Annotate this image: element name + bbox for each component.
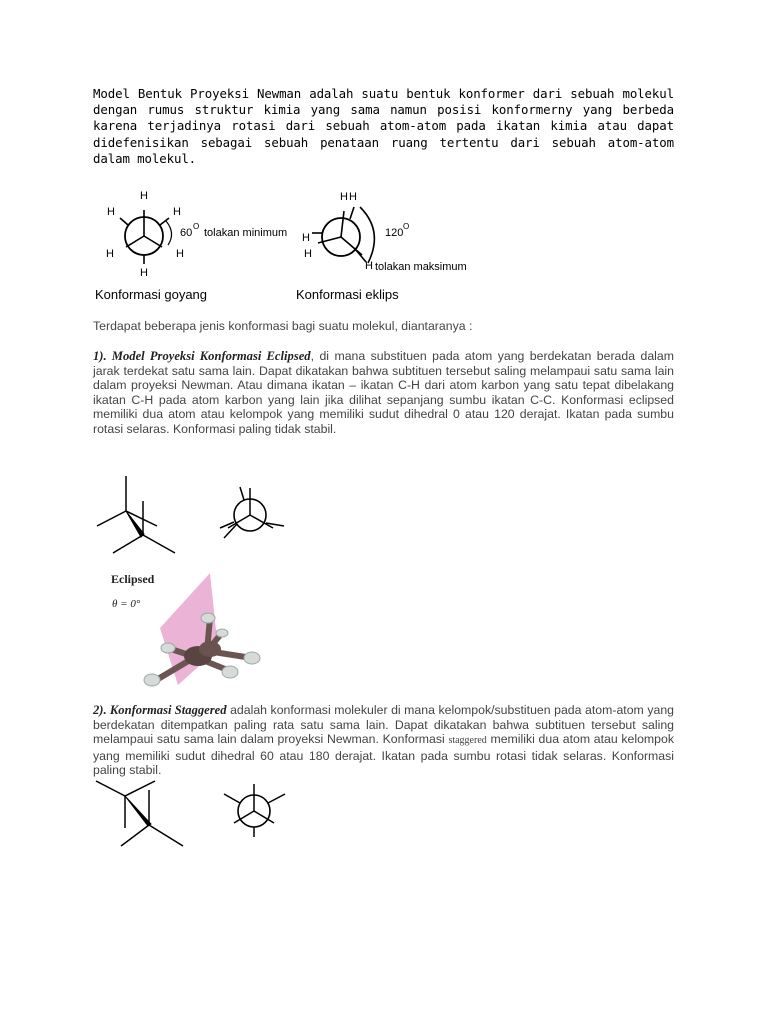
lead-text: Terdapat beberapa jenis konformasi bagi suatu molekul, diantaranya : [93, 319, 473, 333]
konformasi-eklips-label: Konformasi eklips [296, 287, 399, 302]
eclipsed-3d-model-image [140, 573, 265, 688]
h-label: H [349, 191, 357, 203]
h-label: H [365, 260, 373, 272]
section-staggered-heading: 2). Konformasi Staggered [93, 703, 227, 717]
eclipsed-newman-diagram [215, 484, 290, 549]
angle-60-label: 60 [180, 227, 193, 239]
h-label: H [173, 206, 181, 218]
section-staggered-body-b: memiliki dua atom atau kelompok yang memiliki sudut dihedral 60 atau 180 derajat. Ikatan pada sumbu rotasi tidak selaras. Konformasi paling stabil. [93, 732, 674, 778]
h-label: H [140, 190, 148, 202]
degree-label: O [403, 222, 410, 231]
section-staggered-paragraph [93, 703, 674, 778]
section-staggered-body-a: adalah konformasi molekuler di mana kelompok/substituen pada atom-atom yang berdekatan ditempatkan paling rata satu sama lain. Dapat dikatakan bahwa subtituen tersebut saling melampaui satu sama lain dalam proyeksi Newman. Konformasi [93, 703, 674, 747]
h-label: H [107, 206, 115, 218]
staggered-term: staggered [448, 735, 487, 747]
section-eclipsed-body: , di mana substituen pada atom yang berdekatan berada dalam jarak terdekat satu sama lain. Dapat dikatakan bahwa subtituen tersebut saling melampaui satu sama lain dalam proyeksi Newman. Atau dimana ikatan – ikatan C-H dari atom karbon yang satu tepat dibelakang ikatan C-H pada atom karbon yang lain jika dilihat sepanjang sumbu ikatan C-C. Konformasi eclipsed memiliki dua atom atau kelompok yang memiliki sudut dihedral 0 atau 120 derajat. Ikatan pada sumbu rotasi selaras. Konformasi paling tidak stabil. [93, 349, 674, 436]
intro-paragraph: Model Bentuk Proyeksi Newman adalah suatu bentuk konformer dari sebuah molekul dengan rumus struktur kimia yang sama namun posisi konformerny yang berbeda karena terjadinya rotasi dari sebuah atom-atom pada ikatan kimia atau dapat didefenisikan sebagai sebuah penataan ruang tertentu dari sebuah atom-atom dalam molekul. [93, 86, 674, 166]
model-eclipsed-title: Eclipsed [111, 572, 155, 586]
h-label: H [340, 191, 348, 203]
tolakan-maksimum-label: tolakan maksimum [375, 261, 467, 273]
h-label: H [106, 248, 114, 260]
h-label: H [140, 267, 148, 279]
eclipsed-sawhorse-diagram [95, 473, 185, 558]
newman-figure-eklips [300, 185, 500, 295]
tolakan-minimum-label: tolakan minimum [204, 227, 288, 239]
h-label: H [302, 232, 310, 244]
konformasi-goyang-label: Konformasi goyang [95, 287, 208, 302]
h-label: H [176, 248, 184, 260]
degree-label: O [193, 222, 200, 231]
h-label: H [304, 248, 312, 260]
newman-figure-goyang [100, 185, 300, 295]
angle-120-label: 120 [385, 227, 404, 239]
staggered-newman-diagram [215, 780, 295, 840]
staggered-sawhorse-diagram [95, 780, 190, 850]
section-eclipsed-paragraph [93, 349, 674, 437]
model-theta-label: θ = 0° [112, 598, 141, 610]
section-eclipsed-heading: 1). Model Proyeksi Konformasi Eclipsed [93, 349, 311, 363]
